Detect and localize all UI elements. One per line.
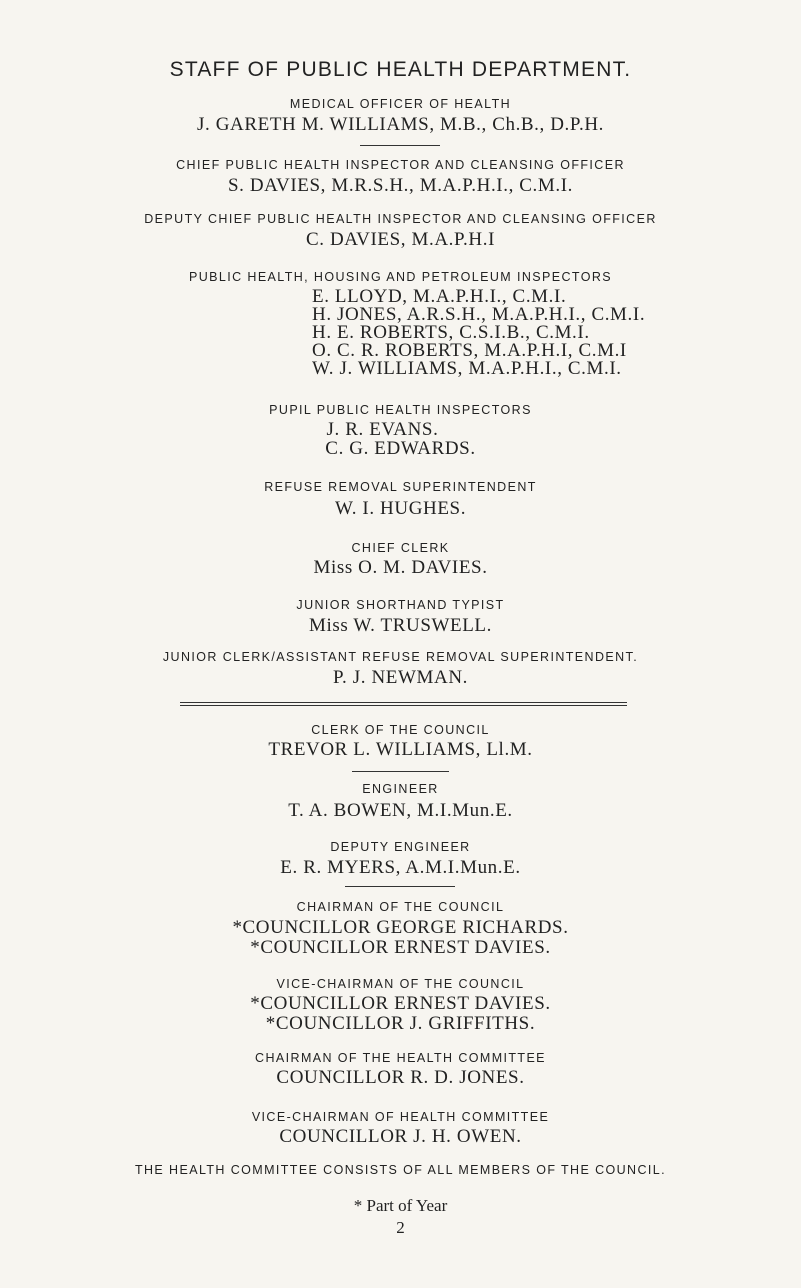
inspector-list	[312, 288, 645, 378]
staff-name: TREVOR L. WILLIAMS, Ll.M.	[268, 739, 533, 760]
divider	[360, 145, 440, 146]
staff-name: COUNCILLOR J. H. OWEN.	[279, 1126, 522, 1147]
staff-name: *COUNCILLOR ERNEST DAVIES.	[250, 937, 551, 958]
section-heading: CHAIRMAN OF THE COUNCIL	[296, 900, 505, 914]
staff-name: T. A. BOWEN, M.I.Mun.E.	[288, 800, 513, 821]
footnote: * Part of Year	[353, 1196, 448, 1215]
staff-name: Miss O. M. DAVIES.	[313, 557, 488, 578]
section-heading: VICE-CHAIRMAN OF HEALTH COMMITTEE	[251, 1110, 550, 1124]
section-heading: CHIEF CLERK	[351, 541, 450, 555]
staff-name: H. E. ROBERTS, C.S.I.B., C.M.I.	[312, 322, 590, 343]
section-heading: DEPUTY CHIEF PUBLIC HEALTH INSPECTOR AND CLEANSING OFFICER	[144, 212, 657, 226]
divider	[352, 771, 449, 772]
committee-note: THE HEALTH COMMITTEE CONSISTS OF ALL MEMBERS OF THE COUNCIL.	[134, 1163, 667, 1177]
staff-name: *COUNCILLOR J. GRIFFITHS.	[265, 1013, 536, 1034]
section-heading: PUPIL PUBLIC HEALTH INSPECTORS	[269, 403, 532, 417]
staff-name: E. R. MYERS, A.M.I.Mun.E.	[280, 857, 521, 878]
section-heading: CHAIRMAN OF THE HEALTH COMMITTEE	[255, 1051, 546, 1065]
section-heading: MEDICAL OFFICER OF HEALTH	[289, 97, 512, 111]
double-rule-bottom	[180, 705, 627, 706]
staff-name: W. J. WILLIAMS, M.A.P.H.I., C.M.I.	[312, 358, 622, 379]
staff-name: P. J. NEWMAN.	[332, 667, 468, 688]
double-rule-top	[180, 702, 627, 703]
section-heading: CHIEF PUBLIC HEALTH INSPECTOR AND CLEANSING OFFICER	[176, 158, 625, 172]
section-heading: CLERK OF THE COUNCIL	[311, 723, 490, 737]
staff-name: C. G. EDWARDS.	[325, 438, 476, 459]
staff-name: COUNCILLOR R. D. JONES.	[276, 1067, 525, 1088]
page-title: STAFF OF PUBLIC HEALTH DEPARTMENT.	[169, 58, 632, 81]
staff-name: *COUNCILLOR ERNEST DAVIES.	[250, 993, 551, 1014]
section-heading: REFUSE REMOVAL SUPERINTENDENT	[264, 480, 537, 494]
section-heading: JUNIOR SHORTHAND TYPIST	[296, 598, 505, 612]
staff-name: C. DAVIES, M.A.P.H.I	[305, 229, 495, 250]
page-number: 2	[396, 1218, 405, 1237]
staff-name: H. JONES, A.R.S.H., M.A.P.H.I., C.M.I.	[312, 304, 646, 325]
staff-name: J. GARETH M. WILLIAMS, M.B., Ch.B., D.P.H.	[197, 114, 604, 135]
divider	[345, 886, 455, 887]
staff-name: J. R. EVANS.	[326, 419, 439, 440]
staff-name: S. DAVIES, M.R.S.H., M.A.P.H.I., C.M.I.	[227, 175, 574, 196]
section-heading: VICE-CHAIRMAN OF THE COUNCIL	[276, 977, 525, 991]
staff-name: O. C. R. ROBERTS, M.A.P.H.I, C.M.I	[312, 340, 627, 361]
staff-name: Miss W. TRUSWELL.	[309, 615, 492, 636]
staff-name: E. LLOYD, M.A.P.H.I., C.M.I.	[312, 286, 567, 307]
section-heading: DEPUTY ENGINEER	[330, 840, 471, 854]
staff-name: *COUNCILLOR GEORGE RICHARDS.	[232, 917, 569, 938]
section-heading: ENGINEER	[362, 782, 439, 796]
section-heading: JUNIOR CLERK/ASSISTANT REFUSE REMOVAL SUPERINTENDENT.	[162, 650, 639, 664]
staff-name: W. I. HUGHES.	[334, 498, 467, 519]
section-heading: PUBLIC HEALTH, HOUSING AND PETROLEUM INSPECTORS	[188, 270, 613, 284]
